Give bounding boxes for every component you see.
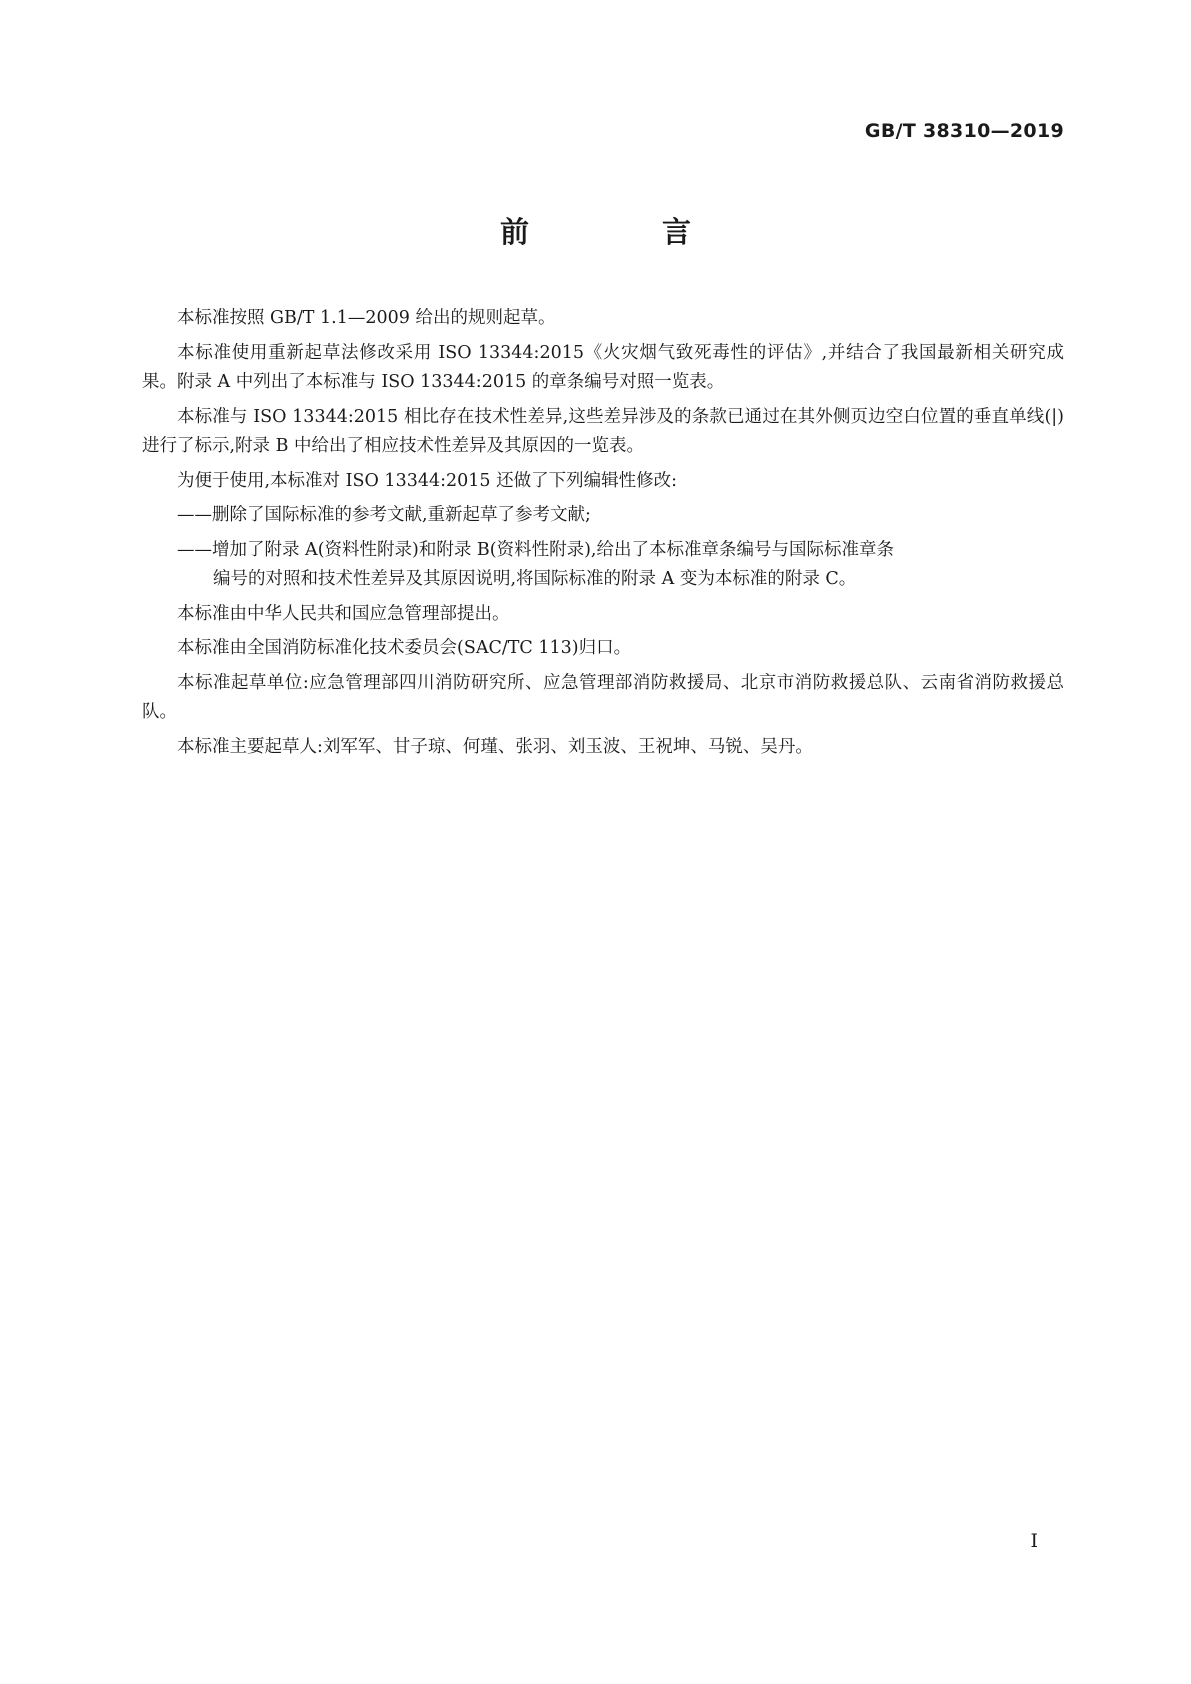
list-item	[142, 536, 1064, 595]
paragraph-centralized-by: 本标准由全国消防标准化技术委员会(SAC/TC 113)归口。	[177, 638, 632, 658]
list-item-continuation: 编号的对照和技术性差异及其原因说明,将国际标准的附录 A 变为本标准的附录 C。	[213, 569, 857, 589]
list-item-text: 删除了国际标准的参考文献,重新起草了参考文献;	[212, 505, 591, 525]
paragraph-proposed-by: 本标准由中华人民共和国应急管理部提出。	[177, 603, 510, 624]
paragraph-adoption: 本标准使用重新起草法修改采用 ISO 13344:2015《火灾烟气致死毒性的评估》,并结合了我国最新相关研究成果。附录 A 中列出了本标准与 ISO 13344:2015 的章条编号对照一览表。	[142, 342, 1064, 392]
paragraph-drafting-units: 本标准起草单位:应急管理部四川消防研究所、应急管理部消防救援局、北京市消防救援总队、云南省消防救援总队。	[142, 672, 1064, 722]
paragraph-drafters: 本标准主要起草人:刘军军、甘子琼、何瑾、张羽、刘玉波、王祝坤、马锐、吴丹。	[177, 736, 813, 757]
standard-number: GB/T 38310—2019	[864, 120, 1064, 142]
page-number: I	[1030, 1530, 1038, 1552]
list-item	[142, 501, 1064, 531]
paragraph-technical-differences: 本标准与 ISO 13344:2015 相比存在技术性差异,这些差异涉及的条款已通过在其外侧页边空白位置的垂直单线(|)进行了标示,附录 B 中给出了相应技术性差异及其原因的一览表。	[142, 406, 1064, 456]
list-item-text: 增加了附录 A(资料性附录)和附录 B(资料性附录),给出了本标准章条编号与国际标准章条	[212, 539, 894, 560]
paragraph-drafting-rules: 本标准按照 GB/T 1.1—2009 给出的规则起草。	[177, 308, 556, 328]
page-title: 前 言	[499, 215, 743, 249]
document-body	[142, 304, 1064, 767]
list-dash: ——	[177, 505, 212, 525]
paragraph-editorial-changes-intro: 为便于使用,本标准对 ISO 13344:2015 还做了下列编辑性修改:	[177, 470, 677, 491]
list-dash: ——	[177, 539, 212, 560]
